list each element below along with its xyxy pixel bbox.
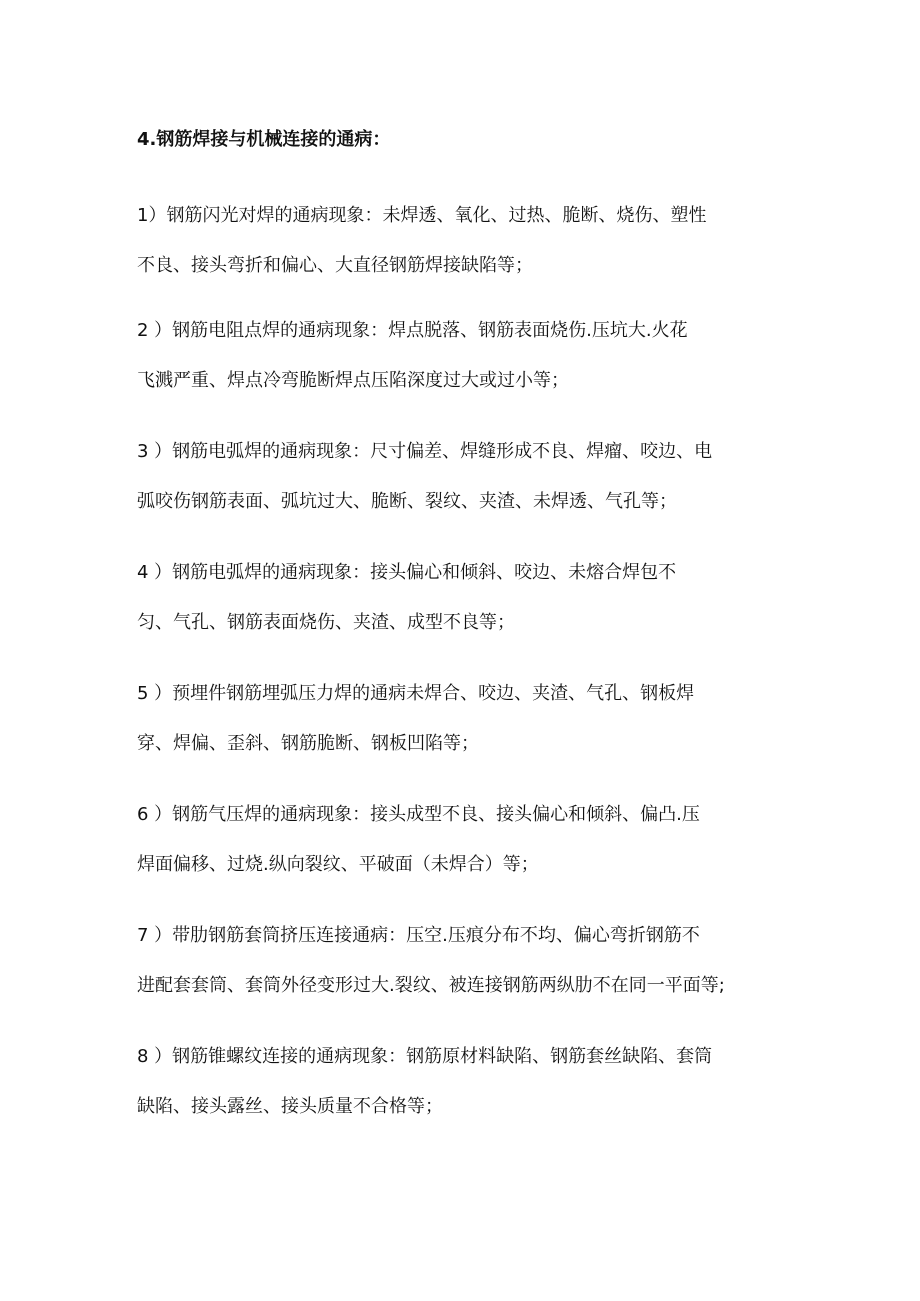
list-item-8-line-1: 8 ）钢筋锥螺纹连接的通病现象：钢筋原材料缺陷、钢筋套丝缺陷、套筒	[137, 1046, 713, 1067]
list-item-8-line-2: 缺陷、接头露丝、接头质量不合格等；	[137, 1096, 443, 1117]
list-item-1-line-1: 1）钢筋闪光对焊的通病现象：未焊透、氧化、过热、脆断、烧伤、塑性	[137, 205, 707, 226]
list-item-3-line-2: 弧咬伤钢筋表面、弧坑过大、脆断、裂纹、夹渣、未焊透、气孔等；	[137, 491, 677, 512]
list-item-4-line-2: 匀、气孔、钢筋表面烧伤、夹渣、成型不良等；	[137, 612, 515, 633]
list-item-1-line-2: 不良、接头弯折和偏心、大直径钢筋焊接缺陷等；	[137, 255, 533, 276]
section-heading: 4.钢筋焊接与机械连接的通病：	[137, 129, 391, 150]
list-item-7	[137, 911, 797, 1011]
list-item-6-line-2: 焊面偏移、过烧.纵向裂纹、平破面（未焊合）等；	[137, 854, 539, 875]
list-item-5-line-1: 5 ）预埋件钢筋埋弧压力焊的通病未焊合、咬边、夹渣、气孔、钢板焊	[137, 683, 695, 704]
list-item-2	[137, 306, 797, 406]
list-item-7-line-2: 进配套套筒、套筒外径变形过大.裂纹、被连接钢筋两纵肋不在同一平面等;	[137, 975, 725, 996]
list-item-6-line-1: 6 ）钢筋气压焊的通病现象：接头成型不良、接头偏心和倾斜、偏凸.压	[137, 804, 700, 825]
list-item-4-line-1: 4 ）钢筋电弧焊的通病现象：接头偏心和倾斜、咬边、未熔合焊包不	[137, 562, 677, 583]
list-item-6	[137, 790, 797, 890]
list-item-5-line-2: 穿、焊偏、歪斜、钢筋脆断、钢板凹陷等；	[137, 733, 479, 754]
list-item-4	[137, 548, 797, 648]
list-item-7-line-1: 7 ）带肋钢筋套筒挤压连接通病：压空.压痕分布不均、偏心弯折钢筋不	[137, 925, 700, 946]
list-item-3	[137, 427, 797, 527]
list-item-2-line-2: 飞溅严重、焊点冷弯脆断焊点压陷深度过大或过小等；	[137, 370, 569, 391]
list-item-5	[137, 669, 797, 769]
list-item-2-line-1: 2 ）钢筋电阻点焊的通病现象：焊点脱落、钢筋表面烧伤.压坑大.火花	[137, 320, 688, 341]
list-item-3-line-1: 3 ）钢筋电弧焊的通病现象：尺寸偏差、焊缝形成不良、焊瘤、咬边、电	[137, 441, 713, 462]
list-item-1	[137, 191, 797, 291]
list-item-8	[137, 1032, 797, 1132]
